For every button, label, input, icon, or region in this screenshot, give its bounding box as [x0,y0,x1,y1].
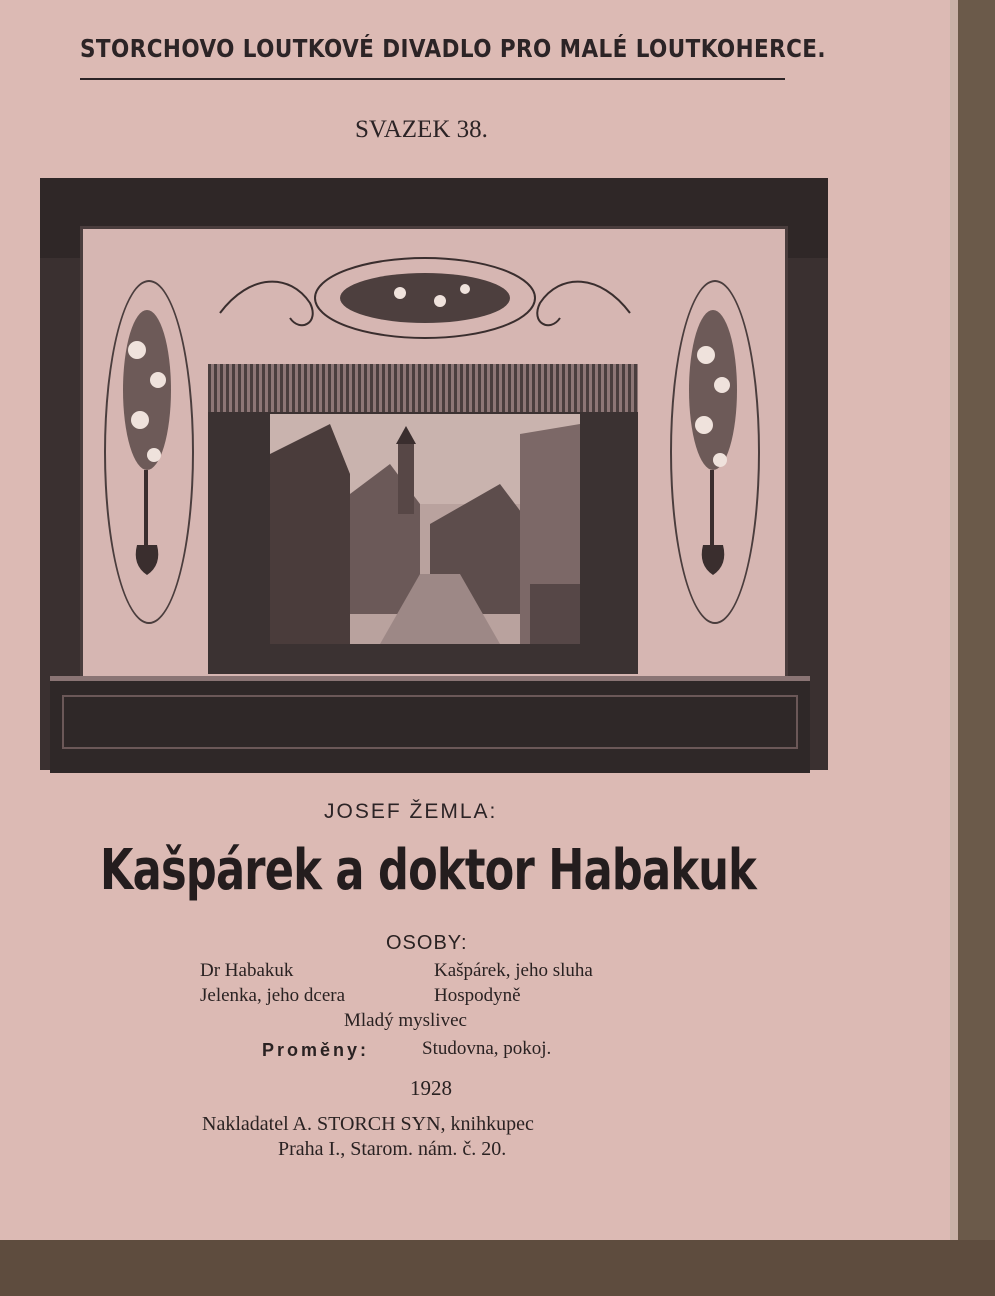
play-title: Kašpárek a doktor Habakuk [100,838,757,903]
village-street-backdrop [270,414,580,644]
ornament-scrollwork-icon [210,253,640,353]
village-scene-icon [270,414,580,644]
series-title: STORCHOVO LOUTKOVÉ DIVADLO PRO MALÉ LOUTKOHERCE. [80,34,827,63]
cast-member: Kašpárek, jeho sluha [434,960,593,981]
author-name: JOSEF ŽEMLA: [324,800,498,823]
scenes-label: Proměny: [262,1040,370,1060]
stage-curtain-fringe [208,364,638,412]
title-rule [80,78,785,80]
stage-base [50,676,810,773]
page-bottom-edge [0,1240,995,1296]
puppet-stage-illustration [40,178,828,770]
publisher-address: Praha I., Starom. nám. č. 20. [278,1138,507,1160]
left-flower-vase-icon [92,260,212,660]
stage-base-panel [62,695,798,749]
stage-opening [208,364,638,674]
scenes-list: Studovna, pokoj. [422,1038,552,1059]
volume-number: SVAZEK 38. [355,116,488,143]
publication-year: 1928 [410,1076,452,1100]
cast-member: Hospodyně [434,985,521,1006]
right-flower-vase-icon [658,260,778,660]
cast-member: Jelenka, jeho dcera [200,985,346,1006]
cast-member: Dr Habakuk [200,960,294,981]
publisher-line: Nakladatel A. STORCH SYN, knihkupec [202,1113,534,1135]
cast-member: Mladý myslivec [344,1010,467,1031]
cast-heading: OSOBY: [386,932,468,954]
